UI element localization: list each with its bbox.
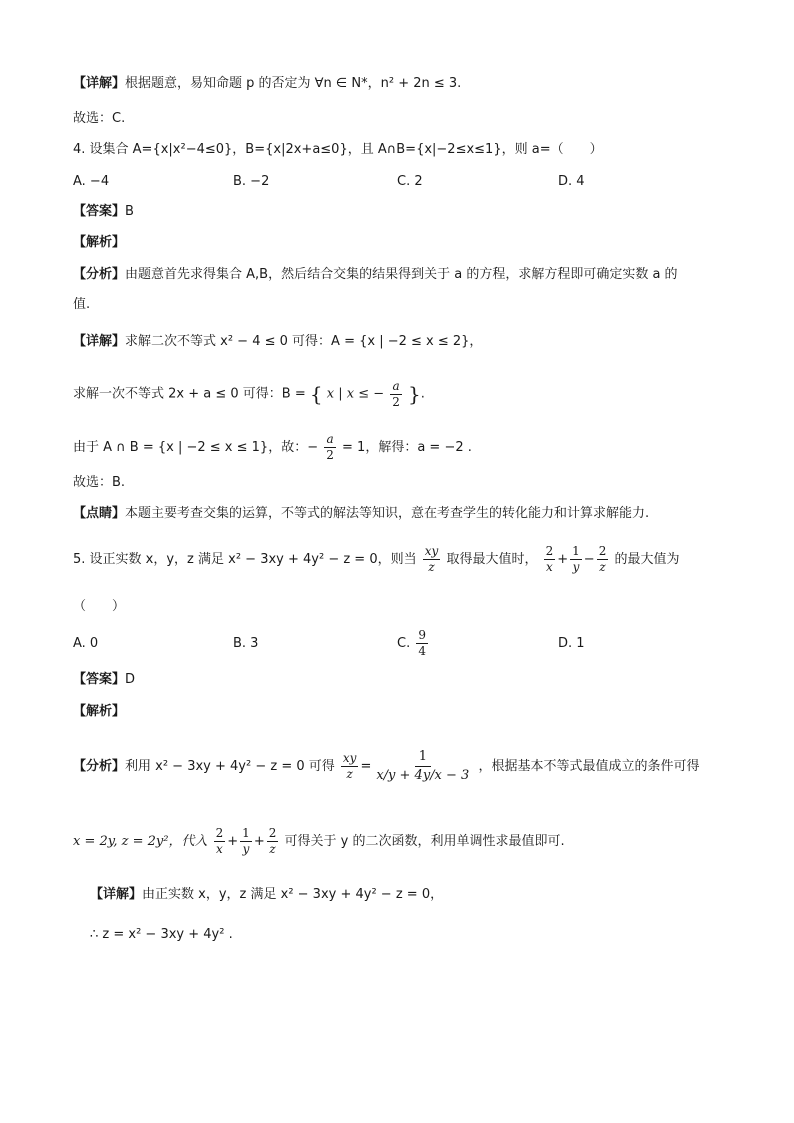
detail-2-text: 求解一次不等式 2x + a ≤ 0 可得：B =: [73, 386, 306, 402]
denominator: 2: [326, 448, 334, 462]
q5-answer: [73, 670, 135, 690]
q4-detail-1: [73, 332, 482, 352]
detail-tag: 【详解】: [73, 76, 126, 91]
q5-option-c: [397, 624, 430, 664]
q4-fenxi-2: 值.: [73, 297, 91, 312]
numerator: 2: [545, 544, 554, 558]
denominator: z: [599, 560, 606, 574]
q5-analysis-tag: [73, 702, 125, 722]
fraction-complex: [374, 748, 471, 785]
fraction-2-over-x: [214, 826, 226, 857]
option-c-label: C.: [397, 636, 411, 651]
numerator: xy: [342, 751, 357, 765]
denominator: x: [216, 842, 223, 856]
set-builder: x | x ≤ −: [326, 386, 385, 402]
detail-tag: 【详解】: [90, 887, 143, 902]
q5-paren: （ ）: [73, 599, 126, 614]
fenxi-tag: 【分析】: [73, 267, 126, 282]
comment-text: 本题主要考查交集的运算，不等式的解法等知识，意在考查学生的转化能力和计算求解能力.: [125, 506, 650, 521]
numerator: a: [392, 378, 400, 393]
numerator: 9: [418, 628, 426, 642]
q5-option-d: D. 1: [558, 636, 585, 651]
denominator: z: [428, 560, 435, 574]
q4-option-b: B. −2: [233, 174, 270, 189]
choose-line-prev: 故选：C.: [73, 111, 126, 126]
q5-option-b: B. 3: [233, 636, 259, 651]
fraction-1-over-y: [570, 544, 582, 575]
numerator: xy: [424, 544, 439, 558]
fenxi-pre: 利用 x² − 3xy + 4y² − z = 0 可得: [125, 759, 335, 774]
fenxi-2-post: 可得关于 y 的二次函数，利用单调性求最值即可.: [284, 834, 565, 849]
fenxi-text: 由题意首先求得集合 A,B，然后结合交集的结果得到关于 a 的方程，求解方程即可确定实数 a 的: [125, 267, 678, 282]
analysis-tag: 【解析】: [73, 704, 126, 719]
denominator: y: [242, 842, 250, 856]
stem-mid: 取得最大值时，: [446, 552, 538, 567]
fraction-9-over-4: [416, 628, 428, 659]
q4-detail-2: 求解一次不等式 2x + a ≤ 0 可得：B = { x | x ≤ − $\frac{a}{2}$ }.: [73, 378, 425, 409]
q4-answer: [73, 202, 134, 222]
numerator: 1: [242, 826, 250, 840]
fenxi-post: ，根据基本不等式最值成立的条件可得: [478, 759, 700, 774]
brace-close: }: [408, 382, 421, 406]
numerator: 2: [268, 826, 277, 840]
q4-option-d: D. 4: [558, 174, 585, 189]
answer-tag: 【答案】: [73, 672, 126, 687]
fraction-a-over-2: [324, 432, 336, 463]
fraction-xy-over-z: [423, 544, 441, 575]
fraction-1-over-y: [240, 826, 252, 857]
q4-fenxi-1: [73, 265, 678, 285]
answer-tag: 【答案】: [73, 204, 126, 219]
fraction-2-over-z: [267, 826, 279, 857]
stem-post: 的最大值为: [614, 552, 680, 567]
denominator: z: [346, 767, 353, 781]
brace-open: {: [309, 382, 323, 406]
q4-comment: [73, 504, 649, 524]
denominator: z: [269, 842, 276, 856]
numerator: 2: [598, 544, 607, 558]
numerator: 1: [572, 544, 580, 558]
answer-value: D: [125, 672, 136, 687]
detail-tag: 【详解】: [73, 334, 126, 349]
denominator: y: [572, 560, 580, 574]
denominator: 4: [418, 644, 426, 658]
q4-choose: 故选：B.: [73, 475, 126, 490]
numerator: 1: [415, 748, 431, 767]
q5-detail-1: [90, 885, 443, 905]
detail-3-text: 由于 A ∩ B = {x | −2 ≤ x ≤ 1}，故：−: [73, 440, 319, 455]
detail-text: 求解二次不等式 x² − 4 ≤ 0 可得：A = {x | −2 ≤ x ≤ 2}，: [125, 334, 483, 349]
fraction-a-over-2: [390, 379, 402, 410]
stem-pre: 5. 设正实数 x，y，z 满足 x² − 3xy + 4y² − z = 0，则当: [73, 552, 417, 567]
comment-tag: 【点睛】: [73, 506, 126, 521]
detail-3-post: = 1，解得：a = −2 .: [342, 440, 472, 455]
fraction-2-over-x: [544, 544, 556, 575]
fenxi-tag: 【分析】: [73, 759, 126, 774]
denominator: 2: [392, 394, 400, 409]
q4-option-a: A. −4: [73, 174, 110, 189]
question-4-stem: 4. 设集合 A={x|x²−4≤0}，B={x|2x+a≤0}，且 A∩B={x|−2≤x≤1}，则 a=（ ）: [73, 142, 603, 157]
denominator: x/y + 4y/x − 3: [376, 768, 470, 783]
detail-text: 由正实数 x，y，z 满足 x² − 3xy + 4y² − z = 0，: [142, 887, 444, 902]
q4-detail-3: [73, 430, 472, 466]
q4-analysis-tag: [73, 233, 125, 253]
fraction-2-over-z: [597, 544, 609, 575]
answer-value: B: [125, 204, 134, 219]
analysis-tag: 【解析】: [73, 235, 126, 250]
fenxi-2-pre: x = 2y, z = 2y²，代入: [73, 834, 208, 849]
detail-line-prev: [73, 74, 461, 94]
question-5-stem: 5. 设正实数 x，y，z 满足 x² − 3xy + 4y² − z = 0，则当 $\frac{xy}{z}$ 取得最大值时， $\frac{2}{x}$ + $\frac{1}{y}$ − $\frac{2}{z}$ 的最大值为: [73, 544, 680, 574]
numerator: 2: [215, 826, 224, 840]
numerator: a: [326, 432, 334, 446]
fraction-xy-over-z: [341, 751, 359, 782]
q5-fenxi-2: x = 2y, z = 2y²，代入 $\frac{2}{x}$ + $\frac{1}{y}$ + $\frac{2}{z}$ 可得关于 y 的二次函数，利用单调性求最值即可.: [73, 826, 565, 856]
q5-option-a: A. 0: [73, 636, 99, 651]
q4-option-c: C. 2: [397, 174, 423, 189]
q5-detail-2: ∴ z = x² − 3xy + 4y² .: [90, 927, 233, 942]
denominator: x: [546, 560, 553, 574]
q5-fenxi-1: 【分析】利用 x² − 3xy + 4y² − z = 0 可得 $\frac{xy}{z}$ = $\frac{1}{x/y + 4y/x - 3}$ ，根据基本不等式最值成立的条件可得: [73, 749, 700, 783]
detail-text: 根据题意，易知命题 p 的否定为 ∀n ∈ N*，n² + 2n ≤ 3.: [125, 76, 462, 91]
